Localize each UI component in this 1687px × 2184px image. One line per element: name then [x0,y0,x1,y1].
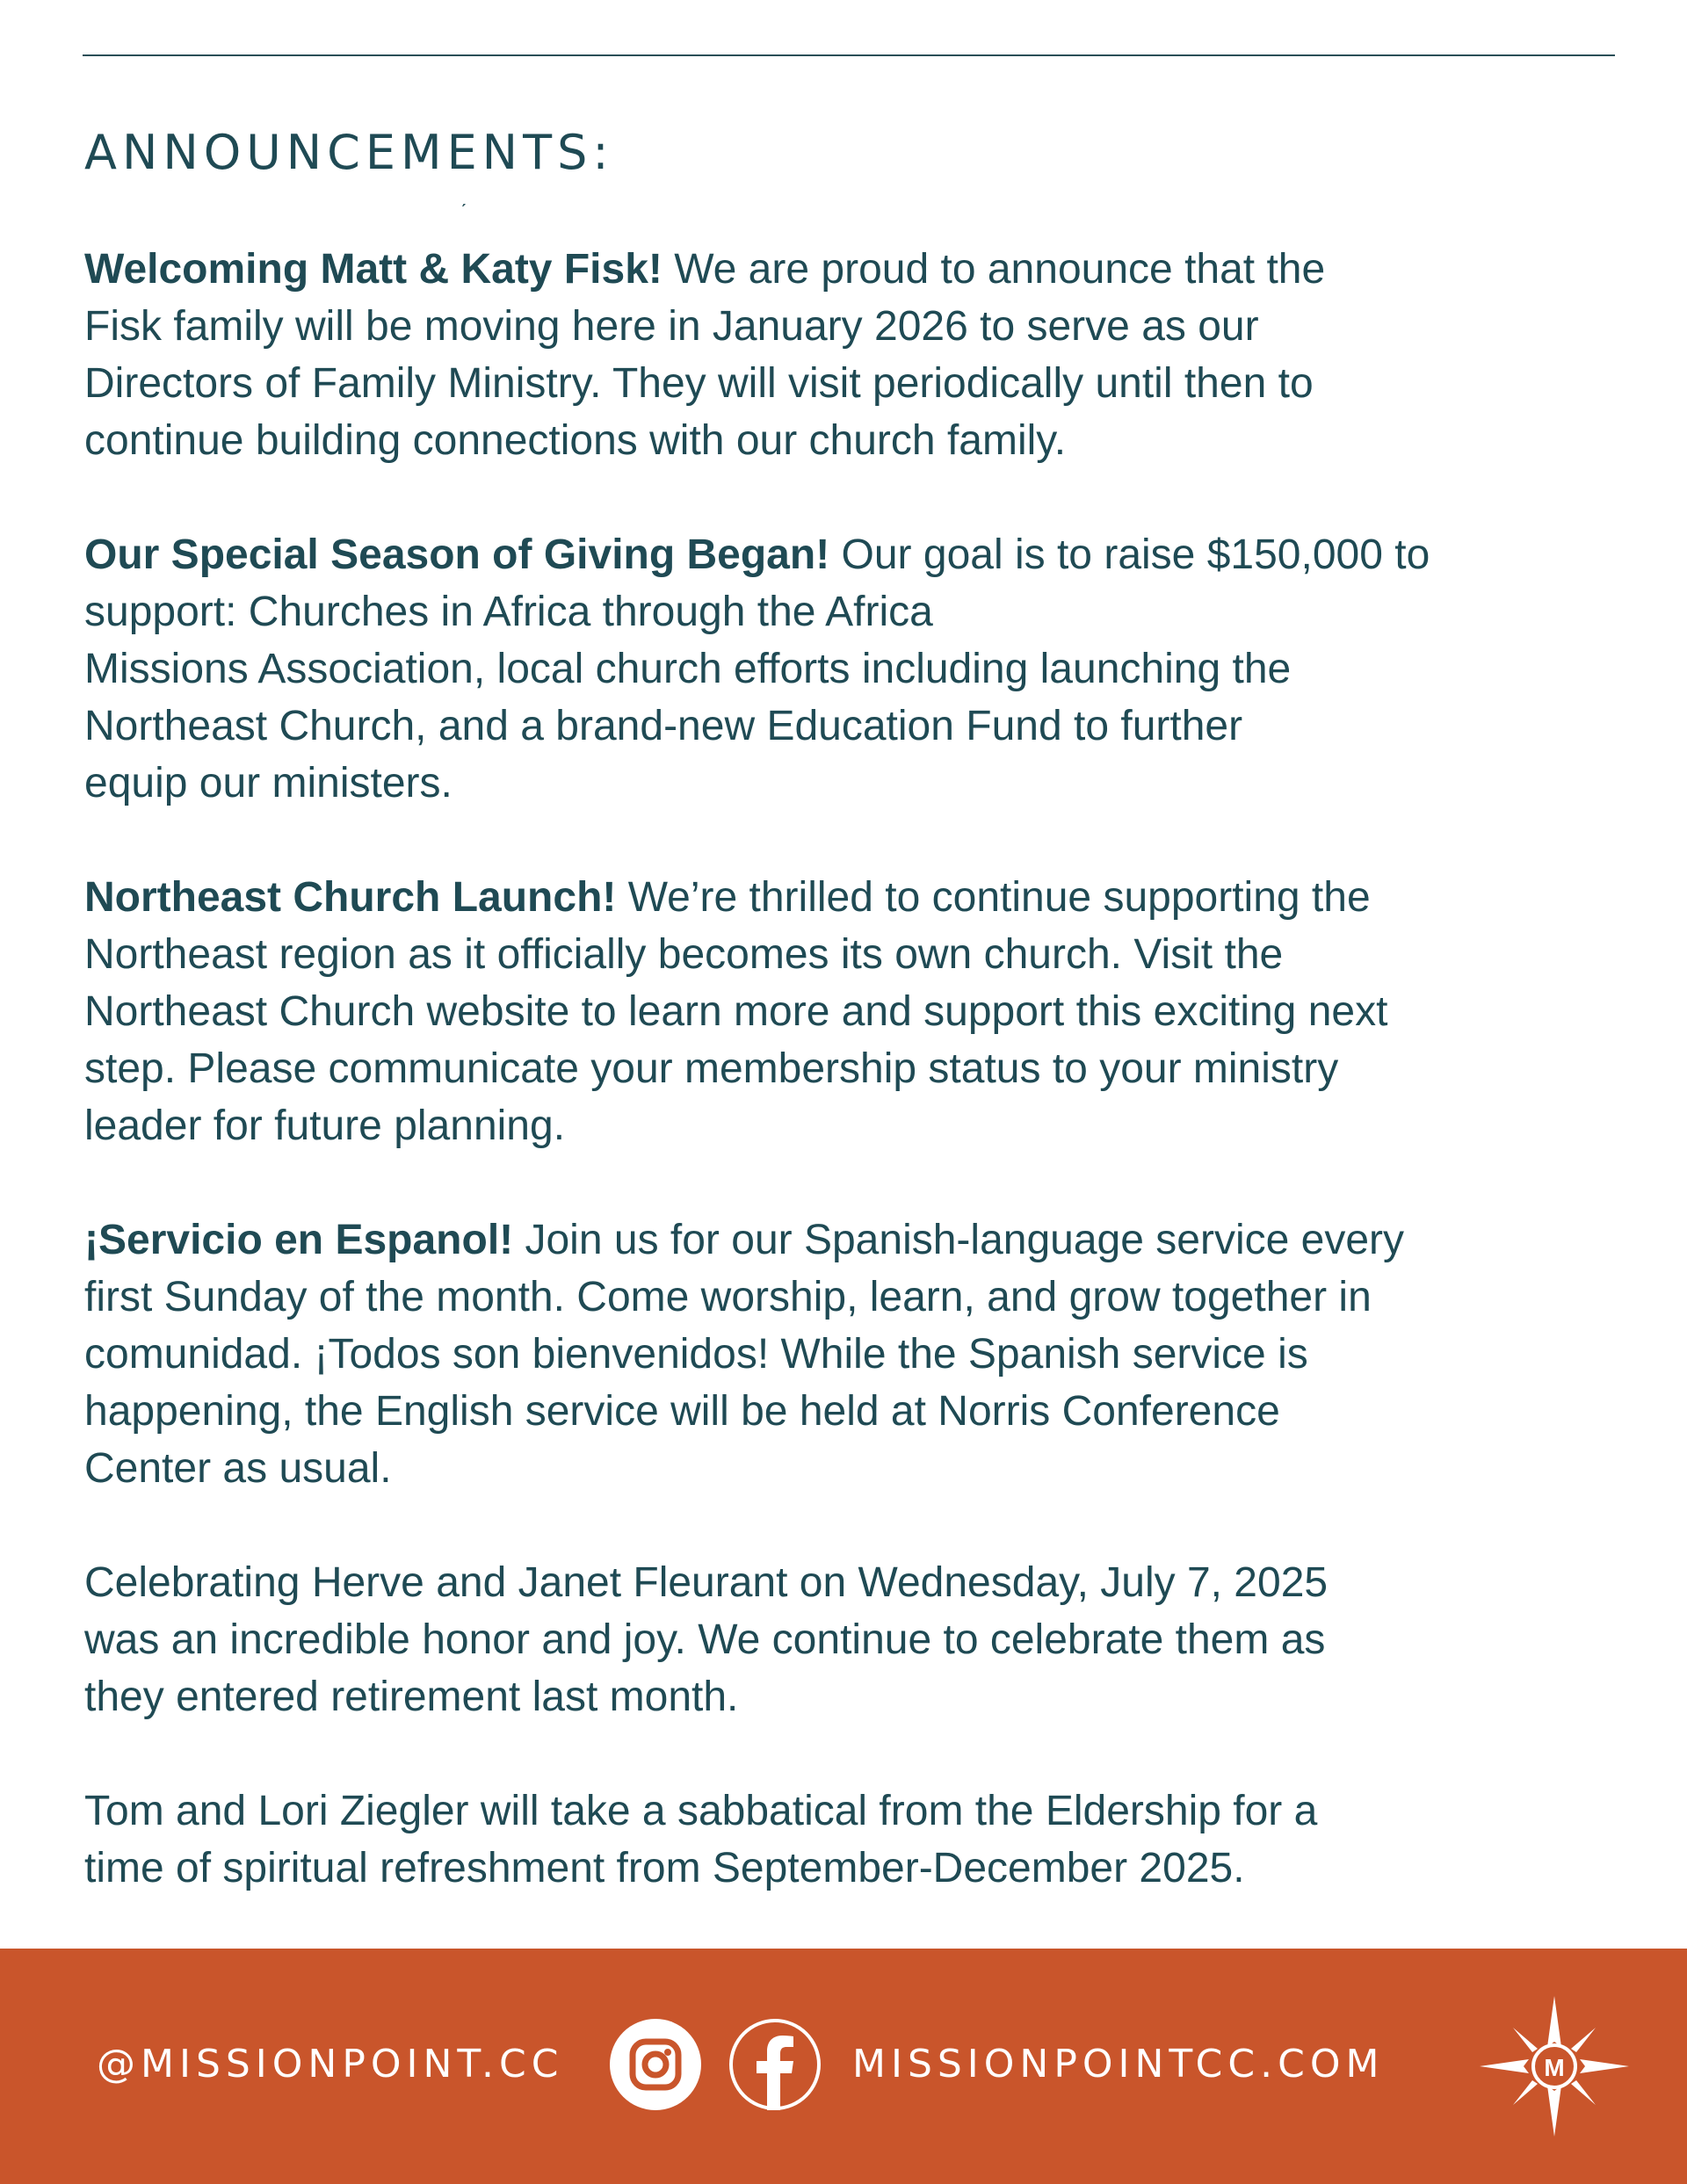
facebook-icon[interactable] [729,2019,821,2110]
page-title: ANNOUNCEMENTS: [84,125,614,180]
instagram-icon[interactable] [610,2019,701,2110]
announcement-espanol [84,1211,1640,1497]
announcement-title: ¡Servicio en Espanol! [84,1217,514,1263]
accent-mark: ˊ [460,200,467,222]
compass-logo-icon [1480,1996,1629,2137]
logo-letter: M [1544,2054,1565,2081]
announcement-body: We are proud to announce that the Fisk family will be moving here in January 2026 to serve as our Directors of Family Ministry. They will visit periodically until then to continue building connections with our church family. [84,246,1326,464]
announcement-title: Welcoming Matt & Katy Fisk! [84,246,662,293]
announcement-body: Join us for our Spanish-language service every first Sunday of the month. Come worship, learn, and grow together in comunidad. ¡Todos son bienvenidos! While the Spanish service is happening, the English service will be held at Norris Conference Center as usual. [84,1217,1405,1492]
announcement-welcoming [84,241,1640,469]
website-link[interactable]: MISSIONPOINTCC.COM [852,2042,1385,2086]
announcement-body: We’re thrilled to continue supporting the Northeast region as it officially becomes its own church. Visit the Northeast Church website to learn more and support this exciting next step. Please communicate your membership status to your ministry leader for future planning. [84,874,1388,1149]
announcement-fleurant [84,1554,1640,1725]
announcement-giving [84,526,1640,812]
announcement-northeast [84,869,1640,1154]
announcement-body: Celebrating Herve and Janet Fleurant on Wednesday, July 7, 2025 was an incredible honor and joy. We continue to celebrate them as they entered retirement last month. [84,1559,1329,1720]
footer-bar [0,1949,1687,2184]
announcement-body: Tom and Lori Ziegler will take a sabbatical from the Eldership for a time of spiritual refreshment from September-December 2025. [84,1788,1318,1891]
announcement-title: Northeast Church Launch! [84,874,617,921]
announcement-ziegler [84,1783,1640,1897]
announcements-list [84,241,1640,1954]
top-divider [83,54,1615,56]
social-handle[interactable]: @MISSIONPOINT.CC [97,2042,564,2086]
announcement-title: Our Special Season of Giving Began! [84,532,830,578]
announcement-body: Our goal is to raise $150,000 to support: Churches in Africa through the Africa Missions Association, local church efforts including launching the Northeast Church, and a brand-new Education Fund to further equip our ministers. [84,532,1430,806]
